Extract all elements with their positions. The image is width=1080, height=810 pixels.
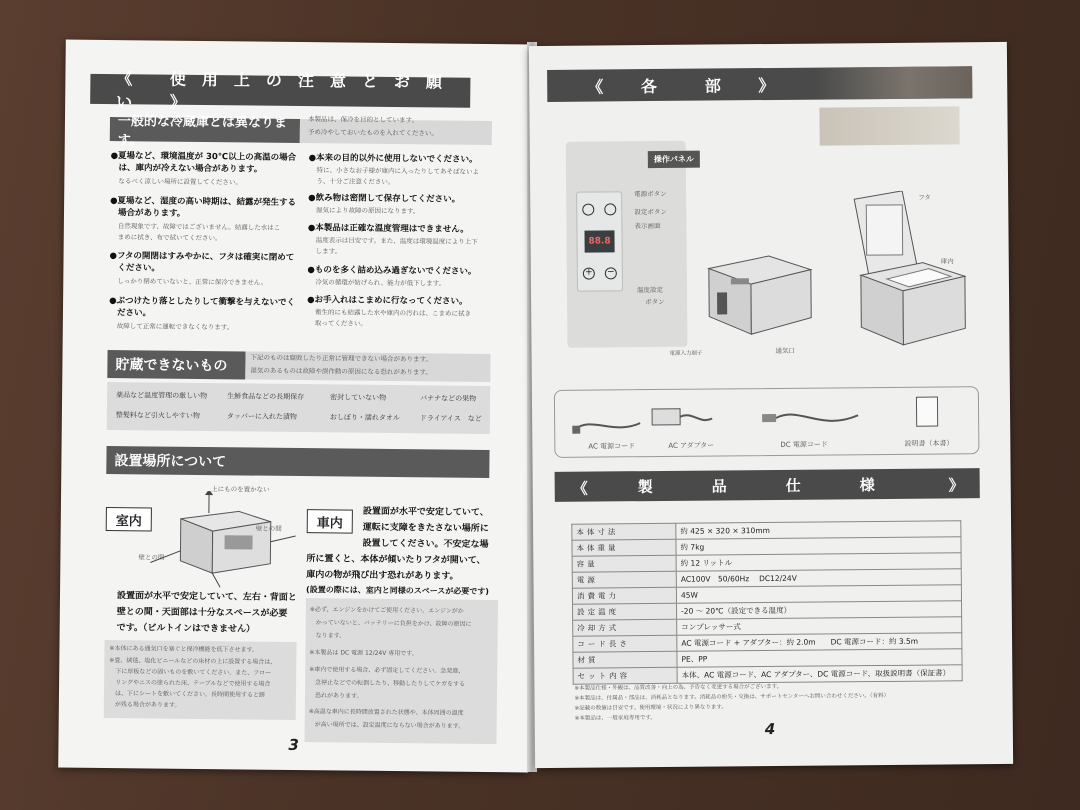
car-text-4: 所に置くと、本体が傾いたりフタが開いて、 [306, 554, 486, 566]
caution-4-title: ●ぶつけたり落としたりして衝撃を与えないでく [109, 296, 296, 308]
spec-row [573, 665, 962, 684]
label-wall-side: 壁との間 [255, 524, 282, 533]
storage-item-2: 生鮮食品などの長期保存 [227, 392, 305, 402]
indoor-placement-diagram [120, 490, 301, 592]
caution-3-text: しっかり閉めていないと、正常に保冷できません。 [117, 277, 268, 287]
indoor-badge: 室内 [106, 507, 152, 531]
indoor-note-5: は、下にシートを敷いてください。長時間使用すると跡 [114, 690, 266, 699]
label-interior: 庫内 [940, 257, 954, 266]
label-lid: フタ [918, 193, 931, 202]
part-dc-cord: DC 電源コード [780, 440, 828, 449]
caution-5-title: ●本来の目的以外に使用しないでください。 [308, 153, 478, 165]
dc-power-cord-icon [760, 401, 860, 438]
part-manual: 説明書（本書） [904, 439, 954, 448]
ac-power-cord-icon [572, 405, 642, 442]
indoor-note-6: が残る場合があります。 [114, 701, 181, 709]
car-text-1: 設置面が水平で安定していて、 [362, 506, 489, 519]
spec-key: 電源 [572, 571, 676, 588]
caution-1-title-2: は、庫内が冷えない場合があります。 [118, 163, 263, 175]
car-text-5: 庫内の物が飛び出す恐れがあります。 [306, 570, 459, 582]
page-3 [58, 40, 536, 773]
spec-value: -20 ～ 20℃（設定できる温度） [677, 601, 962, 619]
section-general-note-1: 本製品は、保冷を目的としています。 [307, 115, 419, 125]
caution-7-title: ●本製品は正確な温度管理はできません。 [307, 223, 469, 235]
car-note-1: ※必ず、エンジンをかけてご使用ください。エンジンがか [309, 606, 464, 615]
car-note-5: ※車内で使用する場合、必ず固定してください。急発進、 [309, 666, 465, 675]
glare-box [819, 106, 959, 145]
storage-item-8: ドライアイス など [419, 414, 482, 423]
spec-banner-left: 《 [572, 479, 588, 498]
section-storage-title: 貯蔵できないもの [107, 350, 245, 379]
operation-panel-title: 操作パネル [648, 151, 700, 168]
spec-value: コンプレッサー式 [677, 617, 962, 635]
indoor-text-3: です。（ビルトインはできません） [116, 623, 256, 635]
section-storage-note-1: 下記のものは腐敗したり正常に管理できない場合があります。 [250, 353, 433, 364]
caution-3-title: ●フタの開閉はすみやかに、フタは確実に閉めて [109, 251, 295, 263]
label-no-top: 上にものを置かない [211, 485, 270, 494]
fridge-closed-illustration [699, 234, 820, 345]
spec-key: 冷却方式 [573, 619, 677, 636]
car-note: (設置の際には、室内と同様のスペースが必要です) [306, 585, 490, 597]
indoor-note-4: リングやニスの塗られた床、テーブルなどで使用する場合 [115, 679, 271, 688]
label-wall-back: 壁との間 [138, 553, 165, 562]
car-note-2: かっていないと、バッテリーに負担をかけ、故障の原因に [315, 619, 472, 628]
caution-4-text: 故障して正常に運転できなくなります。 [116, 322, 234, 332]
label-set-button: 設定ボタン [634, 207, 667, 217]
caution-9-title: ●お手入れはこまめに行なってください。 [307, 295, 468, 307]
label-power-input: 電源入力端子 [669, 350, 703, 357]
label-display: 表示画面 [634, 221, 661, 231]
plus-button-icon: + [583, 268, 595, 280]
caution-2-text: 自然現象です、故障ではございません。結露した水はこ [117, 222, 281, 232]
page-number-3: 3 [288, 735, 299, 755]
label-temp-button-2: ボタン [645, 297, 665, 307]
car-note-8: ※高温な車内に長時間放置された状態や、本体周囲の温度 [308, 708, 464, 717]
set-button-icon [604, 203, 616, 215]
spec-note-3: ※記載の数値は目安です。使用環境・状況により異なります。 [574, 704, 727, 712]
ac-adapter-icon [644, 400, 714, 437]
minus-button-icon: − [605, 267, 617, 279]
spec-banner-right: 》 [948, 476, 964, 495]
car-text-3: 設置してください。不安定な場 [362, 538, 489, 551]
spec-note-2: ※本製品は、付属品・部品は、消耗品となります。消耗品の紛失・交換は、サポートセンターへお問い合わせください。（有料） [574, 692, 890, 702]
car-badge: 車内 [307, 509, 353, 533]
car-text-2: 運転に支障をきたさない場所に [362, 522, 489, 535]
indoor-note-1: ※本体にある通気口を塞ぐと保冷機能を低下させます。 [109, 645, 259, 654]
spec-key: 材質 [573, 651, 677, 668]
section-storage-note-2: 湿気のあるものは故障や誤作動の原因になる恐れがあります。 [250, 366, 432, 377]
section-general-note-2: 予め冷やしておいたものを入れてください。 [307, 128, 438, 138]
spec-value: 45W [676, 585, 961, 603]
label-temp-button: 温度設定 [636, 285, 664, 295]
section-general-title: 一般的な冷蔵庫とは異なります。 [110, 117, 300, 143]
storage-item-4: バナナなどの果物 [420, 394, 477, 403]
part-ac-adapter: AC アダプター [668, 441, 715, 450]
part-ac-cord: AC 電源コード [588, 442, 636, 451]
storage-item-1: 薬品など温度管理の厳しい物 [116, 391, 208, 401]
label-vent: 通気口 [775, 346, 796, 355]
spec-value: AC 電源コード + アダプター：約 2.0m DC 電源コード：約 3.5m [677, 633, 962, 651]
spec-key: 消費電力 [572, 587, 676, 604]
spec-value: 約 12 リットル [676, 553, 961, 571]
caution-4-title-2: ださい。 [116, 308, 152, 319]
indoor-note-3: 下に厚板などの固いものを敷いてください。また、フロー [115, 668, 272, 677]
caution-8-title: ●ものを多く詰め込み過ぎないでください。 [307, 265, 477, 277]
page-4-banner-fade [814, 66, 972, 99]
car-note-9: が高い場所では、設定温度にならない場合があります。 [314, 721, 465, 730]
caution-3-title-2: ください。 [117, 263, 160, 274]
caution-5-text-2: う、十分ご注意ください。 [316, 177, 395, 187]
spec-value: 本体、AC 電源コード、AC アダプター、DC 電源コード、取扱説明書（保証書） [677, 665, 962, 683]
caution-6-title: ●飲み物は密閉して保存してください。 [308, 193, 461, 205]
caution-6-text: 湿気により故障の原因になります。 [316, 206, 420, 216]
page-4-banner: 《 各 部 》 [547, 66, 972, 102]
spec-value: AC100V 50/60Hz DC12/24V [676, 569, 961, 587]
car-note-3: なります。 [315, 632, 346, 640]
spec-value: 約 7kg [676, 537, 961, 555]
indoor-text-2: 壁との間・天面部は十分なスペースが必要 [116, 607, 288, 619]
page-3-banner: 《 使用上の注意とお願い 》 [90, 74, 470, 108]
caution-2-text-2: まめに拭き、布で拭いてください。 [117, 233, 222, 243]
spec-note-1: ※本製品仕様・外観は、品質改善・向上の為、予告なく変更する場合がございます。 [574, 683, 783, 692]
caution-9-text: 衛生的にも結露した水や庫内の汚れは、こまめに拭き [314, 308, 472, 318]
caution-9-text-2: 取ってください。 [314, 319, 367, 328]
storage-item-7: おしぼり・濡れタオル [329, 413, 400, 423]
caution-7-text-2: します。 [315, 247, 342, 256]
caution-8-text: 冷気の循環が妨げられ、能力が低下します。 [315, 278, 446, 288]
spec-key: コード長さ [573, 635, 677, 652]
spec-note-4: ※本製品は、一般家庭専用です。 [574, 715, 656, 722]
caution-2-title: ●夏場など、湿度の高い時期は、結露が発生する [110, 196, 297, 208]
car-note-6: 急停止などでの転倒したり、移動したりしてケガをする [315, 679, 466, 688]
display-screen: 88.8 [584, 230, 614, 252]
manual-icon [916, 397, 938, 427]
caution-5-text: 特に、小さなお子様が庫内に入ったりしてあそばないよ [316, 166, 480, 176]
power-button-icon [582, 204, 594, 216]
section-placement-title: 設置場所について [106, 446, 489, 478]
caution-1-text: なるべく涼しい場所に設置してください。 [118, 177, 242, 187]
spec-table [571, 520, 962, 684]
spec-banner: 製 品 仕 様 [555, 468, 980, 502]
spec-key: 容量 [572, 555, 676, 572]
indoor-text-1: 設置面が水平で安定していて、左右・背面と [116, 591, 297, 604]
spec-key: セット内容 [573, 667, 677, 684]
spec-value: PE、PP [677, 649, 962, 667]
indoor-note-2: ※畳、絨毯、塩化ビニールなどの床材の上に設置する場合は、 [109, 657, 277, 666]
car-note-4: ※本製品は DC 電源 12/24V 専用です。 [309, 649, 418, 658]
storage-item-6: タッパーに入れた漬物 [226, 412, 297, 421]
spec-key: 設定温度 [573, 603, 677, 620]
storage-item-5: 整髪料など引火しやすい物 [115, 411, 200, 420]
page-number-4: 4 [764, 719, 776, 739]
label-power-button: 電源ボタン [634, 189, 667, 199]
spec-key: 本体重量 [572, 539, 676, 556]
spec-value: 約 425 × 320 × 310mm [676, 521, 961, 539]
spec-key: 本体寸法 [572, 523, 676, 540]
caution-2-title-2: 場合があります。 [117, 208, 186, 219]
car-note-7: 恐れがあります。 [314, 692, 363, 700]
caution-1-title: ●夏場など、環境温度が 30℃以上の高温の場合 [110, 151, 297, 163]
caution-7-text: 温度表示は目安です。また、温度は環境温度により上下 [315, 236, 478, 246]
storage-item-3: 密封していない物 [330, 393, 387, 402]
fridge-open-illustration [842, 190, 973, 351]
